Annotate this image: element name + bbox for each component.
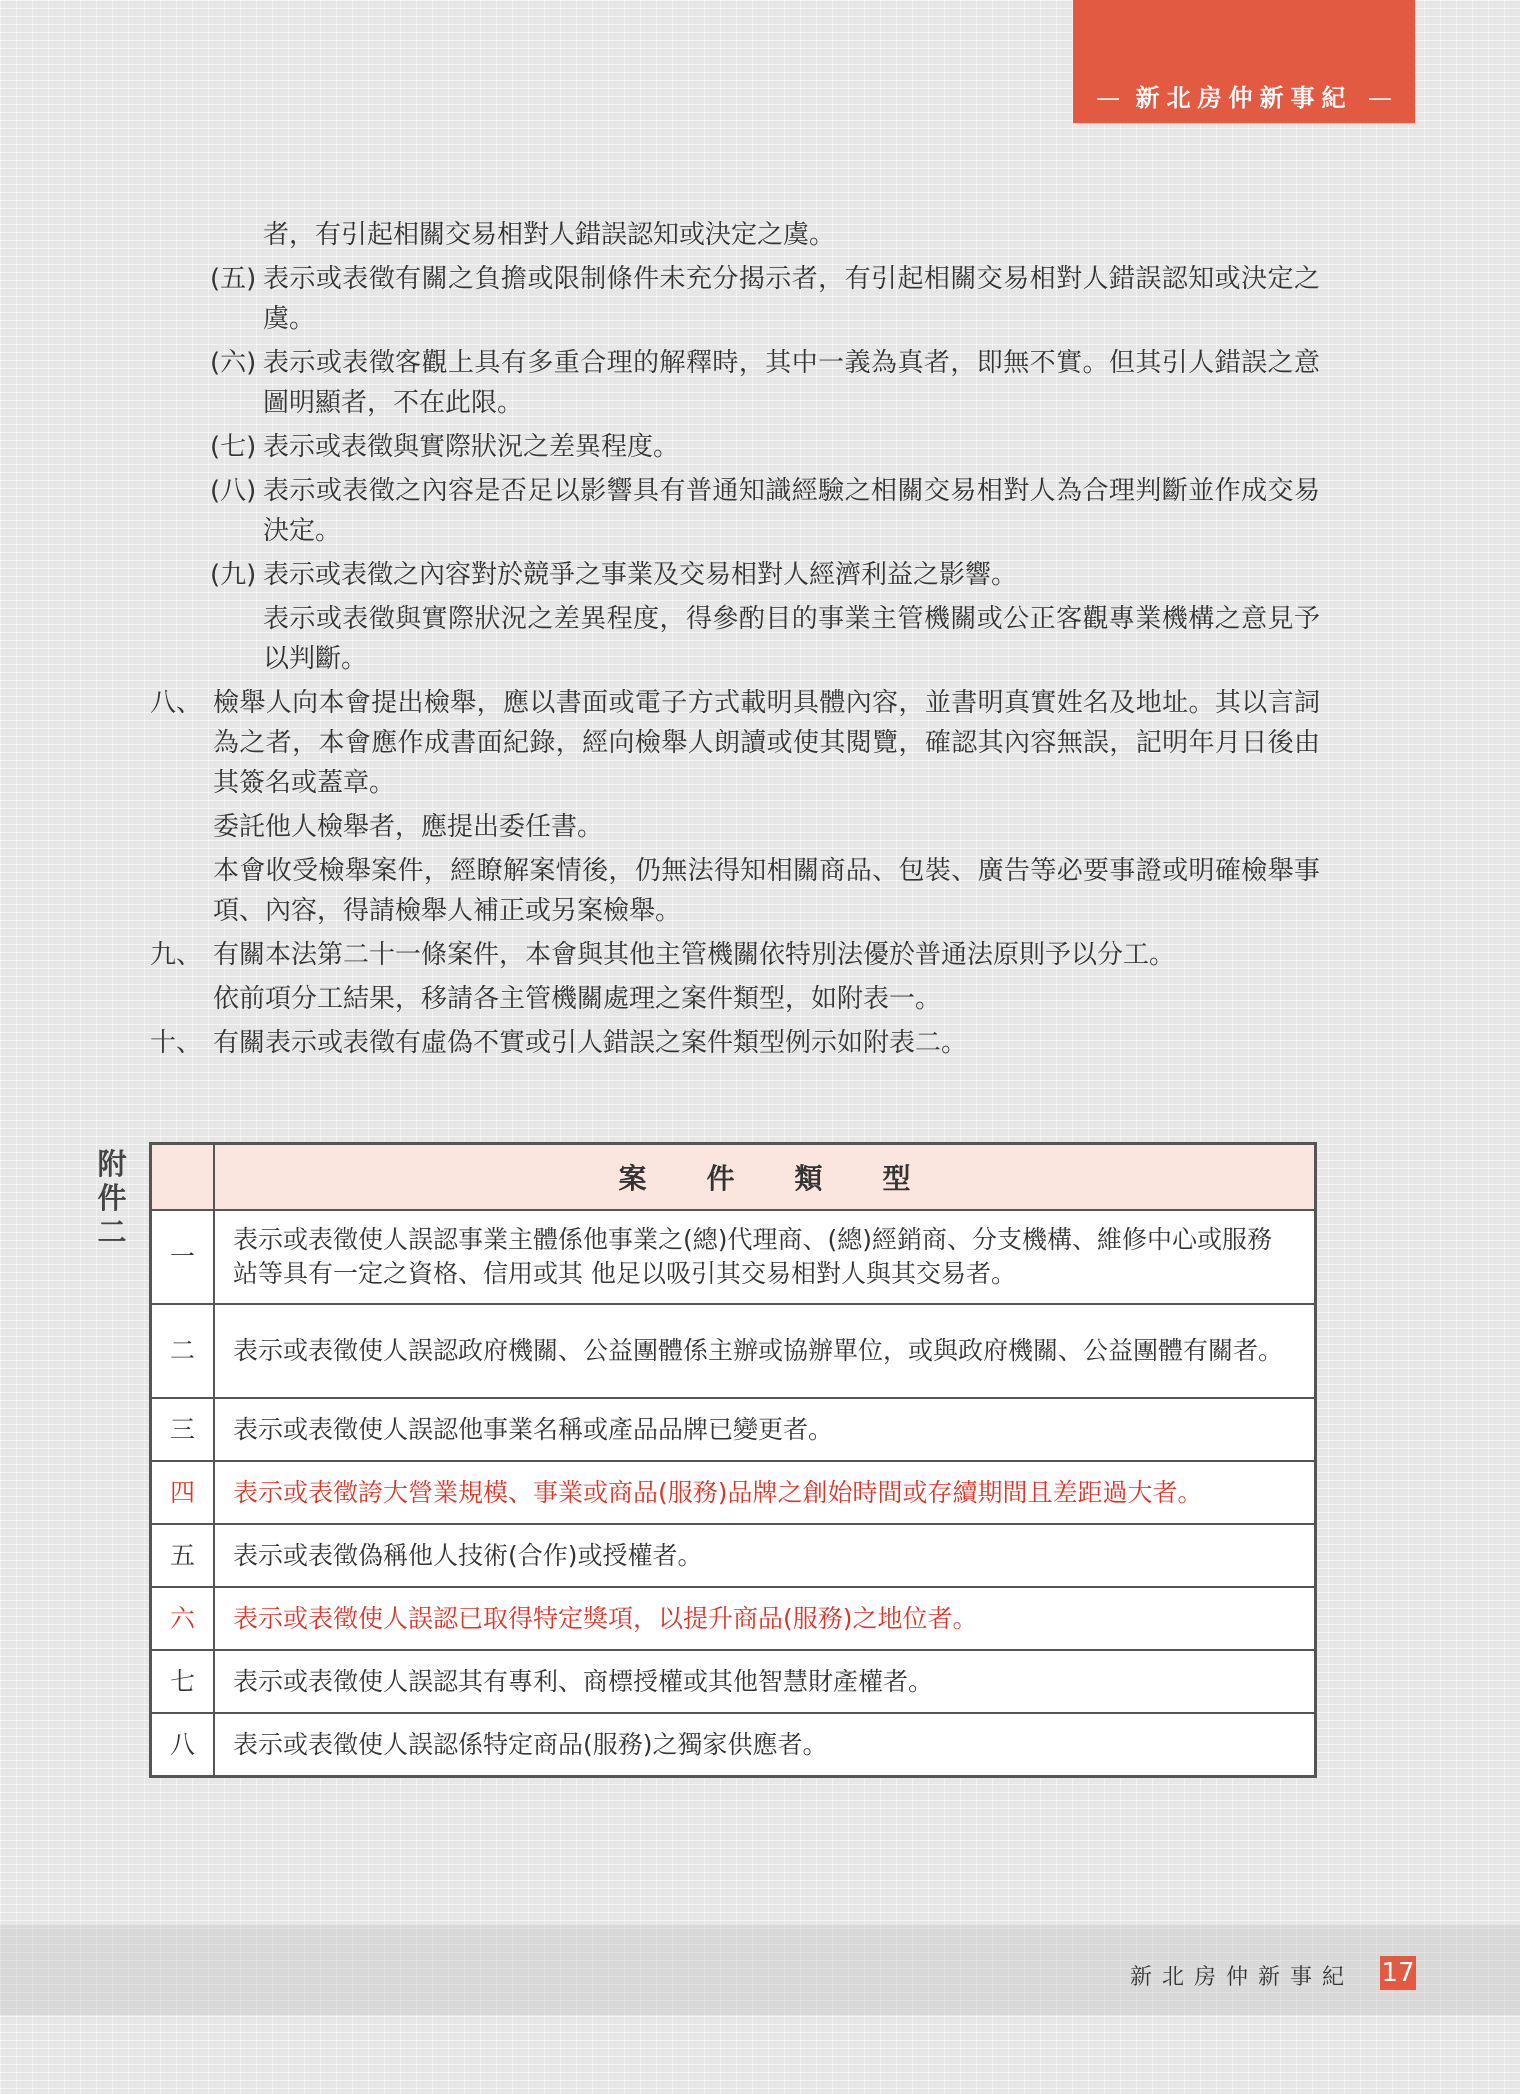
item-number: 八、: [150, 688, 203, 718]
page-number: 17: [1381, 1958, 1415, 1988]
row-text: 表示或表徵使人誤認已取得特定獎項，以提升商品(服務)之地位者。: [214, 1587, 1316, 1650]
item-8: [150, 683, 1320, 803]
item-text: 檢舉人向本會提出檢舉，應以書面或電子方式載明具體內容，並書明真實姓名及地址。其以言詞為之者，本會應作成書面紀錄，經向檢舉人朗讀或使其閱覽，確認其內容無誤，記明年月日後由其簽名或蓋章。: [213, 688, 1320, 798]
sub-item-text: 表示或表徵之內容是否足以影響具有普通知識經驗之相關交易相對人為合理判斷並作成交易決定。: [263, 476, 1320, 546]
sub-item-number: (五): [210, 264, 257, 294]
table-header-row: [151, 1144, 1316, 1211]
sub-item-6: [150, 343, 1320, 423]
item-text: 有關本法第二十一條案件，本會與其他主管機關依特別法優於普通法原則予以分工。: [213, 940, 1176, 970]
footer-title: 新北房仲新事紀: [1130, 1965, 1355, 1990]
row-index: 六: [151, 1587, 215, 1650]
sub-item-number: (六): [210, 348, 257, 378]
sub-item-text: 表示或表徵與實際狀況之差異程度。: [263, 432, 680, 462]
attachment-label: [97, 1147, 127, 1249]
row-text: 表示或表徵偽稱他人技術(合作)或授權者。: [214, 1524, 1316, 1587]
table-row: [151, 1398, 1316, 1461]
case-type-table: [149, 1142, 1317, 1778]
attachment-label-char: 二: [97, 1215, 127, 1249]
sub-item-number: (八): [210, 476, 257, 506]
row-index: 二: [151, 1304, 215, 1398]
table-row-highlighted: [151, 1461, 1316, 1524]
table-row: [151, 1650, 1316, 1713]
item-text: 有關表示或表徵有虛偽不實或引人錯誤之案件類型例示如附表二。: [213, 1028, 968, 1058]
sub-item-7: [150, 427, 1320, 467]
item-number: 九、: [150, 940, 203, 970]
paragraph-continuation: 者，有引起相關交易相對人錯誤認知或決定之虞。: [263, 220, 836, 250]
sub-item-5: [150, 259, 1320, 339]
item-number: 十、: [150, 1028, 203, 1058]
row-text: 表示或表徵使人誤認係特定商品(服務)之獨家供應者。: [214, 1713, 1316, 1777]
row-index: 一: [151, 1210, 215, 1304]
attachment-label-char: 件: [97, 1181, 127, 1215]
table-header: 案件類型: [214, 1144, 1316, 1211]
sub-item-number: (七): [210, 432, 257, 462]
item-9: [150, 935, 1320, 975]
item-8-paragraph-2: 本會收受檢舉案件，經瞭解案情後，仍無法得知相關商品、包裝、廣告等必要事證或明確檢舉事項、內容，得請檢舉人補正或另案檢舉。: [213, 856, 1320, 926]
body-text: [150, 215, 1320, 1067]
table-row: [151, 1304, 1316, 1398]
row-text: 表示或表徵使人誤認他事業名稱或產品品牌已變更者。: [214, 1398, 1316, 1461]
header-title: — 新北房仲新事紀 —: [1096, 84, 1392, 112]
table-row: [151, 1210, 1316, 1304]
sub-item-number: (九): [210, 560, 257, 590]
item-9-paragraph-1: 依前項分工結果，移請各主管機關處理之案件類型，如附表一。: [213, 984, 942, 1014]
attachment-label-char: 附: [97, 1147, 127, 1181]
table-row: [151, 1524, 1316, 1587]
row-index: 五: [151, 1524, 215, 1587]
table-row: [151, 1713, 1316, 1777]
item-10: [150, 1023, 1320, 1063]
header-tab: [1073, 0, 1415, 123]
row-index: 三: [151, 1398, 215, 1461]
row-text: 表示或表徵使人誤認其有專利、商標授權或其他智慧財產權者。: [214, 1650, 1316, 1713]
sub-item-8: [150, 471, 1320, 551]
table-row-highlighted: [151, 1587, 1316, 1650]
row-index: 四: [151, 1461, 215, 1524]
sub-item-9: [150, 555, 1320, 595]
row-text: 表示或表徵使人誤認事業主體係他事業之(總)代理商、(總)經銷商、分支機構、維修中心或服務站等具有一定之資格、信用或其 他足以吸引其交易相對人與其交易者。: [214, 1210, 1316, 1304]
row-text: 表示或表徵誇大營業規模、事業或商品(服務)品牌之創始時間或存續期間且差距過大者。: [214, 1461, 1316, 1524]
row-index: 七: [151, 1650, 215, 1713]
sub-item-text: 表示或表徵之內容對於競爭之事業及交易相對人經濟利益之影響。: [263, 560, 1018, 590]
item-8-paragraph-1: 委託他人檢舉者，應提出委任書。: [213, 812, 604, 842]
sub-item-text: 表示或表徵客觀上具有多重合理的解釋時，其中一義為真者，即無不實。但其引人錯誤之意圖明顯者，不在此限。: [263, 348, 1320, 418]
row-text: 表示或表徵使人誤認政府機關、公益團體係主辦或協辦單位，或與政府機關、公益團體有關者。: [214, 1304, 1316, 1398]
paragraph-judgment: 表示或表徵與實際狀況之差異程度，得參酌目的事業主管機關或公正客觀專業機構之意見予以判斷。: [263, 604, 1320, 674]
sub-item-text: 表示或表徵有關之負擔或限制條件未充分揭示者，有引起相關交易相對人錯誤認知或決定之虞。: [263, 264, 1320, 334]
row-index: 八: [151, 1713, 215, 1777]
table-corner-cell: [151, 1144, 215, 1211]
